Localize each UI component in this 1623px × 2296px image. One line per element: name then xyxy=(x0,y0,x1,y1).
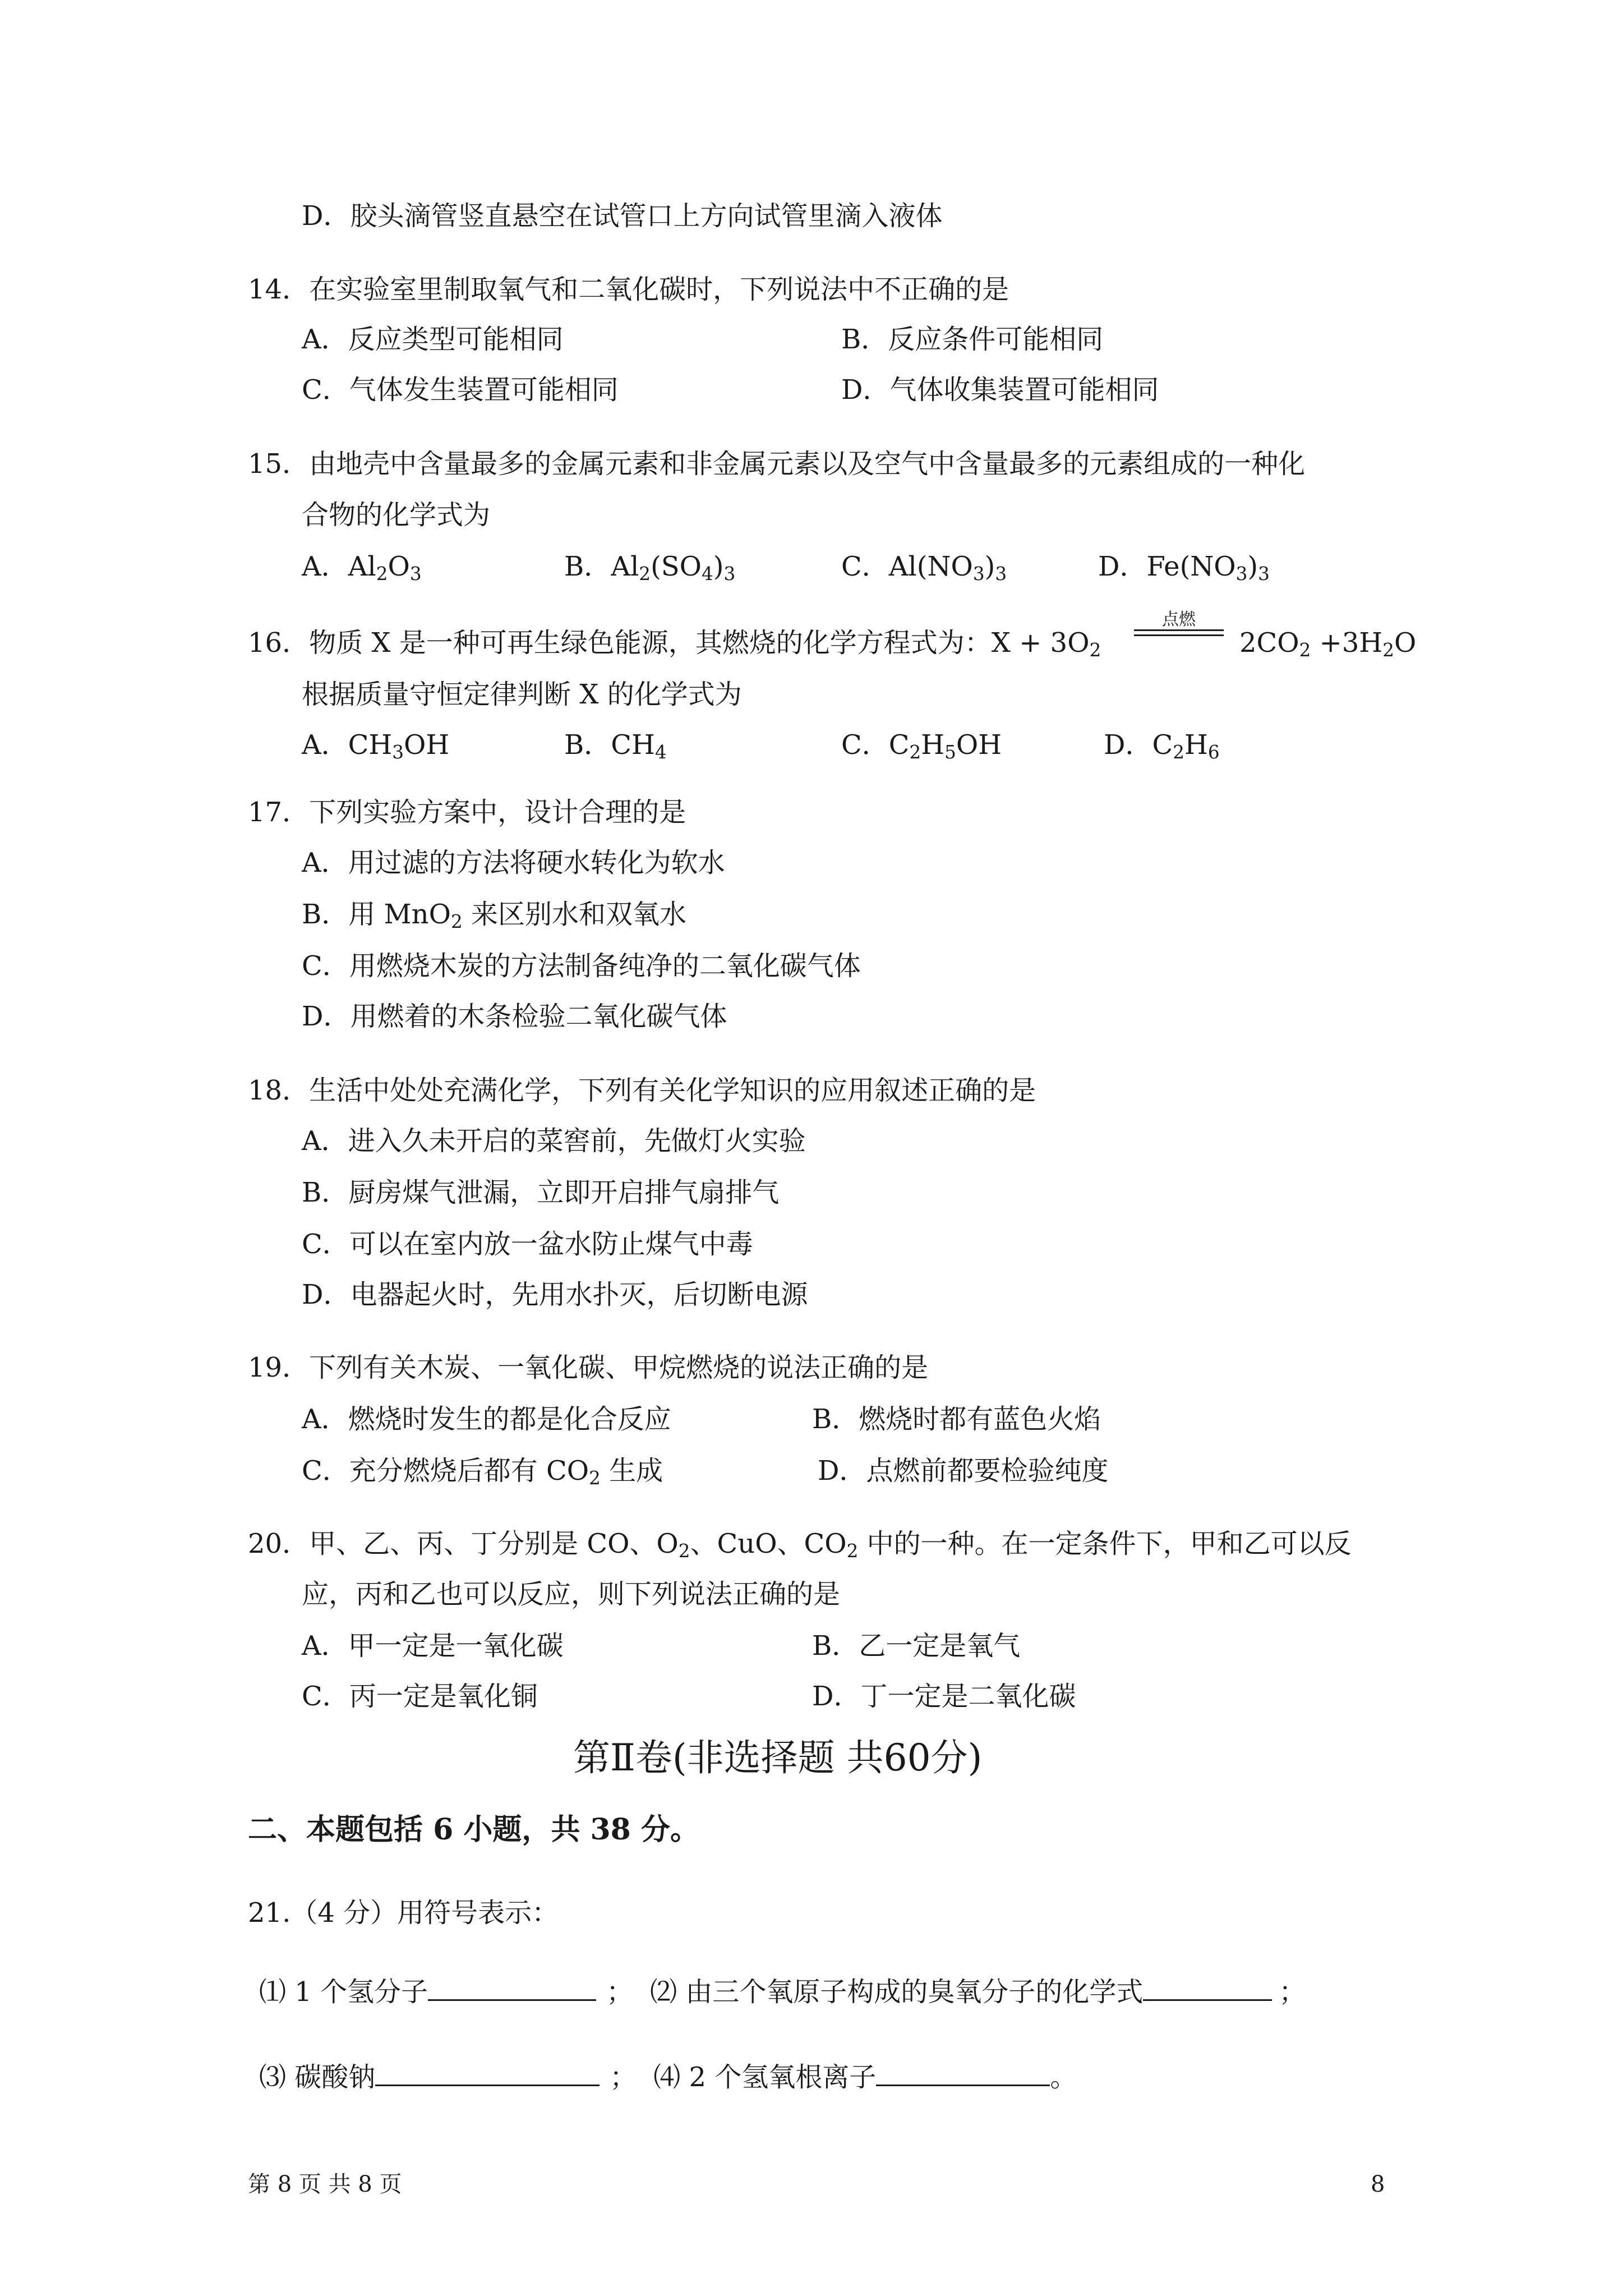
q15-option-d: D．$Fe(NO_3)_3$ xyxy=(1098,551,1270,585)
q14-option-c: C．气体发生装置可能相同 xyxy=(302,374,619,406)
q18-option-b: B．厨房煤气泄漏，立即开启排气扇排气 xyxy=(302,1177,780,1208)
q21-part4-label: ⑷ 2 个氢氧根离子 xyxy=(653,2062,877,2093)
q14-option-a: A．反应类型可能相同 xyxy=(302,324,564,355)
q19-stem: 19．下列有关木炭、一氧化碳、甲烷燃烧的说法正确的是 xyxy=(248,1352,929,1383)
q21-stem: 21.（4 分）用符号表示： xyxy=(248,1897,559,1929)
q21-separator: ； xyxy=(1279,1976,1306,2008)
q15-option-b: B．$Al_2(SO_4)_3$ xyxy=(564,551,736,585)
q16-reaction-arrow xyxy=(1134,610,1224,636)
q16-option-b: B．$CH_4$ xyxy=(564,729,667,763)
q16-option-d: D．$C_2H_6$ xyxy=(1104,729,1220,763)
q15-option-c: C．$Al(NO_3)_3$ xyxy=(841,551,1007,585)
q19-option-a: A．燃烧时发生的都是化合反应 xyxy=(302,1404,671,1435)
q21-part1-blank[interactable] xyxy=(428,1975,596,2001)
q16-products: $2CO_2 +3H_2O$ xyxy=(1239,627,1417,661)
q17-option-d: D．用燃着的木条检验二氧化碳气体 xyxy=(302,1001,727,1032)
q17-stem: 17．下列实验方案中，设计合理的是 xyxy=(248,797,686,828)
q14-option-b: B．反应条件可能相同 xyxy=(841,324,1104,355)
q21-row2 xyxy=(259,2060,1077,2094)
part2-title: 第Ⅱ卷(非选择题 共60分) xyxy=(573,1736,983,1779)
q14-stem: 14．在实验室里制取氧气和二氧化碳时，下列说法中不正确的是 xyxy=(248,274,1009,305)
footer-page-count: 第 8 页 共 8 页 xyxy=(248,2171,402,2197)
q21-part3-blank[interactable] xyxy=(375,2060,600,2086)
q19-option-b: B．燃烧时都有蓝色火焰 xyxy=(812,1404,1101,1435)
q13-option-d: D．胶头滴管竖直悬空在试管口上方向试管里滴入液体 xyxy=(302,200,943,232)
footer-page-number: 8 xyxy=(1371,2171,1385,2197)
q16-option-c: C．$C_2H_5OH$ xyxy=(841,729,1002,763)
q20-option-c: C．丙一定是氧化铜 xyxy=(302,1681,538,1712)
q14-option-d: D．气体收集装置可能相同 xyxy=(841,374,1159,406)
q15-option-a: A．$Al_2O_3$ xyxy=(302,551,422,585)
double-line-icon xyxy=(1134,629,1224,636)
q18-option-a: A．进入久未开启的菜窖前，先做灯火实验 xyxy=(302,1125,806,1157)
q18-stem: 18．生活中处处充满化学，下列有关化学知识的应用叙述正确的是 xyxy=(248,1075,1036,1106)
q18-option-d: D．电器起火时，先用水扑灭，后切断电源 xyxy=(302,1279,808,1310)
q17-option-c: C．用燃烧木炭的方法制备纯净的二氧化碳气体 xyxy=(302,950,861,982)
q21-separator: ； xyxy=(610,2062,637,2093)
q21-end-mark: 。 xyxy=(1050,2062,1077,2093)
q21-separator: ； xyxy=(606,1976,634,2008)
q20-option-b: B．乙一定是氧气 xyxy=(812,1630,1021,1662)
q21-part2-blank[interactable] xyxy=(1143,1975,1272,2001)
q19-option-d: D．点燃前都要检验纯度 xyxy=(818,1455,1109,1487)
q21-part1-label: ⑴ 1 个氢分子 xyxy=(259,1976,428,2008)
q15-stem-line1: 15．由地壳中含量最多的金属元素和非金属元素以及空气中含量最多的元素组成的一种化 xyxy=(248,448,1306,480)
q16-option-a: A．$CH_3OH$ xyxy=(302,729,450,763)
section-heading: 二、本题包括 6 小题，共 38 分。 xyxy=(248,1812,699,1847)
q19-option-c: C．充分燃烧后都有 $CO_2$ 生成 xyxy=(302,1455,663,1489)
q20-option-a: A．甲一定是一氧化碳 xyxy=(302,1630,564,1662)
q16-stem-line2: 根据质量守恒定律判断 X 的化学式为 xyxy=(302,679,742,710)
q20-stem-line2: 应，丙和乙也可以反应，则下列说法正确的是 xyxy=(302,1579,841,1610)
q20-stem-line1: 20．甲、乙、丙、丁分别是 CO、$O_2$、CuO、$CO_2$ 中的一种。在一定条件下，甲和乙可以反 xyxy=(248,1528,1352,1562)
q15-stem-line2: 合物的化学式为 xyxy=(302,499,491,531)
q21-part2-label: ⑵ 由三个氧原子构成的臭氧分子的化学式 xyxy=(650,1976,1144,2008)
q16-reaction-condition: 点燃 xyxy=(1162,610,1196,629)
q17-option-a: A．用过滤的方法将硬水转化为软水 xyxy=(302,847,725,878)
q21-row1 xyxy=(259,1975,1306,2009)
q20-option-d: D．丁一定是二氧化碳 xyxy=(812,1681,1076,1712)
q18-option-c: C．可以在室内放一盆水防止煤气中毒 xyxy=(302,1228,753,1260)
q21-part4-blank[interactable] xyxy=(876,2060,1050,2086)
q21-part3-label: ⑶ 碳酸钠 xyxy=(259,2062,376,2093)
q16-stem-line1: 16．物质 X 是一种可再生绿色能源，其燃烧的化学方程式为：$X + 3O_2$ xyxy=(248,627,1101,661)
q17-option-b: B．用 MnO$_2$ 来区别水和双氧水 xyxy=(302,899,686,933)
